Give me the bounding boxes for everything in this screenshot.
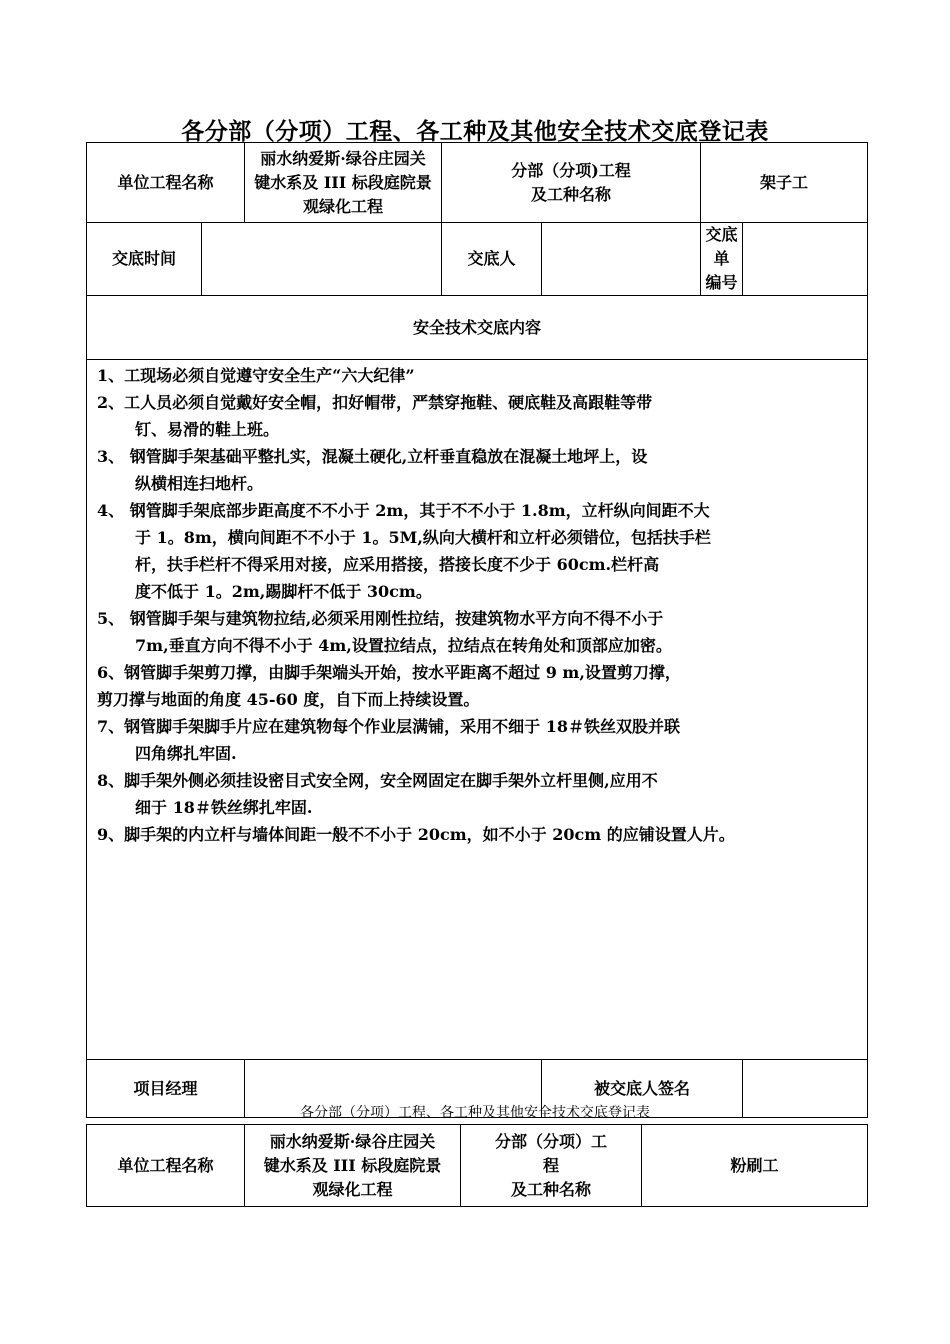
unit-value-line: 键水系及 III 标段庭院景 bbox=[254, 172, 432, 192]
content-item-line: 5、 钢管脚手架与建筑物拉结,必须采用刚性拉结，按建筑物水平方向不得不小于 bbox=[97, 609, 664, 628]
content-item-line: 于 1。8m，横向间距不不小于 1。5M,纵向大横杆和立杆必须错位，包括扶手栏 bbox=[135, 528, 711, 547]
briefing-person-value bbox=[542, 223, 701, 296]
sub-project-label bbox=[461, 1125, 642, 1207]
briefing-number-value bbox=[743, 223, 868, 296]
unit-project-name-label: 单位工程名称 bbox=[87, 143, 245, 223]
content-item bbox=[87, 605, 867, 659]
briefing-number-label-line: 交底单 bbox=[705, 225, 738, 268]
briefing-number-label bbox=[701, 223, 743, 296]
content-item bbox=[87, 821, 867, 848]
briefing-time-label: 交底时间 bbox=[87, 223, 202, 296]
content-item-line: 钉、易滑的鞋上班。 bbox=[135, 420, 280, 439]
safety-briefing-form bbox=[86, 142, 868, 1118]
content-item-line: 9、脚手架的内立杆与墙体间距一般不不小于 20cm，如不小于 20cm 的应铺设置人片。 bbox=[97, 825, 735, 844]
content-item-line: 7m,垂直方向不得不小于 4m,设置拉结点，拉结点在转角处和顶部应加密。 bbox=[135, 636, 672, 655]
unit-value-line: 丽水纳爱斯·绿谷庄园关 bbox=[260, 148, 426, 168]
content-item bbox=[87, 389, 867, 443]
unit-project-name-label: 单位工程名称 bbox=[87, 1125, 245, 1207]
unit-project-name-value bbox=[245, 1125, 461, 1207]
unit-project-name-value bbox=[245, 143, 442, 223]
sub-project-label-line: 分部（分项）工 bbox=[494, 1131, 607, 1151]
sub-project-label-line: 分部（分项)工程 bbox=[511, 160, 631, 180]
content-item-line: 6、钢管脚手架剪刀撑，由脚手架端头开始，按水平距离不超过 9 m,设置剪刀撑， bbox=[97, 663, 681, 682]
briefing-time-value bbox=[202, 223, 442, 296]
content-item bbox=[87, 362, 867, 389]
signee-label: 被交底人签名 bbox=[542, 1060, 743, 1118]
content-item-line: 杆，扶手栏杆不得采用对接，应采用搭接，搭接长度不少于 60cm.栏杆高 bbox=[135, 555, 660, 574]
unit-value-line: 键水系及 III 标段庭院景 bbox=[263, 1155, 442, 1175]
content-item bbox=[87, 767, 867, 821]
briefing-person-label: 交底人 bbox=[442, 223, 542, 296]
sub-project-value: 架子工 bbox=[701, 143, 868, 223]
content-item-line: 细于 18＃铁丝绑扎牢固. bbox=[135, 798, 313, 817]
content-item-line: 1、工现场必须自觉遵守安全生产“六大纪律” bbox=[97, 366, 415, 385]
unit-value-line: 丽水纳爱斯·绿谷庄园关 bbox=[269, 1131, 436, 1151]
page-title: 各分部（分项）工程、各工种及其他安全技术交底登记表 bbox=[181, 118, 769, 145]
content-item-line: 剪刀撑与地面的角度 45-60 度，自下而上持续设置。 bbox=[97, 690, 480, 709]
sub-project-value: 粉刷工 bbox=[642, 1125, 868, 1207]
content-header: 安全技术交底内容 bbox=[87, 296, 868, 360]
content-item-line: 4、 钢管脚手架底部步距高度不不小于 2m，其于不不小于 1.8m，立杆纵向间距不大 bbox=[97, 501, 710, 520]
unit-value-line: 观绿化工程 bbox=[303, 196, 384, 216]
content-item-line: 度不低于 1。2m,踢脚杆不低于 30cm。 bbox=[135, 582, 432, 601]
content-item-line: 7、钢管脚手架脚手片应在建筑物每个作业层满铺，采用不细于 18＃铁丝双股并联 bbox=[97, 717, 680, 736]
sub-project-label-line: 及工种名称 bbox=[510, 1179, 591, 1199]
project-manager-label: 项目经理 bbox=[87, 1060, 245, 1118]
content-item-line: 2、工人员必须自觉戴好安全帽，扣好帽带，严禁穿拖鞋、硬底鞋及高跟鞋等带 bbox=[97, 393, 653, 412]
content-item bbox=[87, 497, 867, 605]
content-body bbox=[87, 360, 868, 1060]
content-item-line: 3、 钢管脚手架基础平整扎实，混凝土硬化,立杆垂直稳放在混凝土地坪上，设 bbox=[97, 447, 648, 466]
content-item-line: 8、脚手架外侧必须挂设密目式安全网，安全网固定在脚手架外立杆里侧,应用不 bbox=[97, 771, 658, 790]
second-briefing-form bbox=[86, 1124, 868, 1207]
sub-project-label-line: 程 bbox=[542, 1155, 559, 1175]
sub-project-label-line: 及工种名称 bbox=[531, 184, 612, 204]
sub-project-label bbox=[442, 143, 701, 223]
unit-value-line: 观绿化工程 bbox=[312, 1179, 393, 1199]
content-item bbox=[87, 443, 867, 497]
content-item-line: 纵横相连扫地杆。 bbox=[135, 474, 264, 493]
content-item bbox=[87, 713, 867, 767]
content-item-line: 四角绑扎牢固. bbox=[135, 744, 237, 763]
content-item bbox=[87, 659, 867, 713]
next-form-title: 各分部（分项）工程、各工种及其他安全技术交底登记表 bbox=[300, 1105, 650, 1121]
briefing-number-label-line: 编号 bbox=[705, 273, 738, 292]
